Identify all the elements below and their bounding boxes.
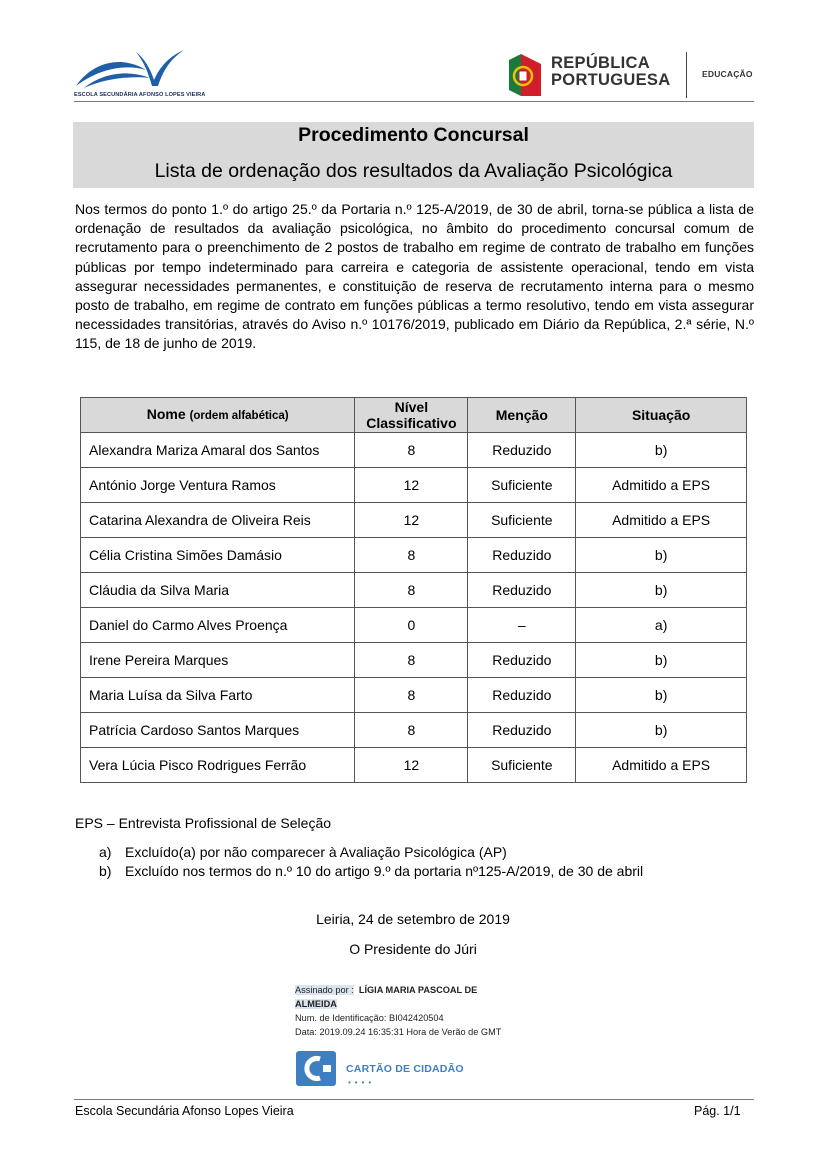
cell-level: 8 [355, 643, 468, 678]
cell-situation: b) [576, 573, 747, 608]
signer-name-part1: LÍGIA MARIA PASCOAL DE [358, 985, 478, 995]
cell-name: António Jorge Ventura Ramos [81, 468, 355, 503]
table-row [81, 748, 747, 783]
cell-situation: Admitido a EPS [576, 503, 747, 538]
cell-situation: a) [576, 608, 747, 643]
page-subtitle: Lista de ordenação dos resultados da Avaliação Psicológica [154, 160, 673, 182]
footer-divider [74, 1099, 754, 1100]
header-level-line2: Classificativo [366, 415, 457, 431]
ministry-label: EDUCAÇÃO [702, 69, 753, 79]
table-row [81, 713, 747, 748]
header-level-line1: Nível [394, 399, 429, 415]
cell-name: Célia Cristina Simões Damásio [81, 538, 355, 573]
table-row [81, 608, 747, 643]
cell-level: 8 [355, 538, 468, 573]
cell-mention: – [468, 608, 576, 643]
republic-flag-icon [507, 50, 543, 98]
place-date: Leiria, 24 de setembro de 2019 [316, 911, 510, 927]
cell-mention: Reduzido [468, 433, 576, 468]
eps-definition: EPS – Entrevista Profissional de Seleção [75, 815, 332, 831]
cell-name: Irene Pereira Marques [81, 643, 355, 678]
table-row [81, 433, 747, 468]
table-row [81, 503, 747, 538]
citizen-card-icon [296, 1051, 336, 1086]
cell-situation: b) [576, 433, 747, 468]
signer-line [295, 983, 535, 997]
cell-situation: b) [576, 538, 747, 573]
cell-mention: Suficiente [468, 468, 576, 503]
republic-line2: PORTUGUESA [551, 71, 671, 89]
cell-situation: b) [576, 678, 747, 713]
cell-situation: Admitido a EPS [576, 748, 747, 783]
notes-list [99, 843, 643, 881]
cell-level: 0 [355, 608, 468, 643]
note-letter: a) [99, 844, 112, 860]
cell-level: 12 [355, 748, 468, 783]
note-letter: b) [99, 863, 112, 879]
cell-mention: Reduzido [468, 538, 576, 573]
table-row [81, 573, 747, 608]
cell-situation: Admitido a EPS [576, 468, 747, 503]
cell-name: Cláudia da Silva Maria [81, 573, 355, 608]
header-mention: Menção [468, 398, 576, 433]
header-name [81, 398, 355, 433]
cell-level: 8 [355, 573, 468, 608]
table-row [81, 468, 747, 503]
footer-school: Escola Secundária Afonso Lopes Vieira [75, 1104, 294, 1118]
header-divider [74, 101, 754, 102]
president-label: O Presidente do Júri [349, 941, 477, 957]
cell-name: Vera Lúcia Pisco Rodrigues Ferrão [81, 748, 355, 783]
cell-level: 8 [355, 713, 468, 748]
table-row [81, 643, 747, 678]
header-level [355, 398, 468, 433]
note-text: Excluído(a) por não comparecer à Avaliação Psicológica (AP) [125, 844, 507, 860]
header-name-note: (ordem alfabética) [189, 410, 289, 422]
cell-level: 12 [355, 503, 468, 538]
signer-line2 [295, 997, 535, 1011]
cell-level: 8 [355, 678, 468, 713]
cell-name: Catarina Alexandra de Oliveira Reis [81, 503, 355, 538]
cell-mention: Suficiente [468, 748, 576, 783]
note-item [99, 843, 643, 862]
republic-line1: REPÚBLICA [551, 54, 650, 72]
cell-level: 12 [355, 468, 468, 503]
note-item [99, 862, 643, 881]
school-name: ESCOLA SECUNDÁRIA AFONSO LOPES VIEIRA [74, 92, 206, 98]
note-text: Excluído nos termos do n.º 10 do artigo 9.º da portaria nº125-A/2019, de 30 de abril [125, 863, 644, 879]
cell-mention: Reduzido [468, 573, 576, 608]
intro-paragraph: Nos termos do ponto 1.º do artigo 25.º da Portaria n.º 125-A/2019, de 30 de abril, torna-se pública a lista de ordenação de resultados da avaliação psicológica, no âmbito do procedimento concursal comum de recrutamento para o preenchimento de 2 postos de trabalho em regime de contrato de trabalho em funções públicas por tempo indeterminado para carreira e categoria de assistente operacional, tendo em vista assegurar necessidades permanentes, e constituição de reserva de recrutamento interna para o mesmo posto de trabalho, em regime de contrato em funções públicas a termo resolutivo, tendo em vista assegurar necessidades transitórias, através do Aviso n.º 10176/2019, publicado em Diário da República, 2.ª série, N.º 115, de 18 de junho de 2019. [75, 201, 754, 352]
cell-mention: Suficiente [468, 503, 576, 538]
cell-name: Alexandra Mariza Amaral dos Santos [81, 433, 355, 468]
signed-by-label: Assinado por : [295, 985, 354, 995]
header-name-label: Nome [146, 406, 186, 422]
table-header-row [81, 398, 747, 433]
page-title: Procedimento Concursal [298, 124, 529, 146]
header-situation: Situação [576, 398, 747, 433]
cell-level: 8 [355, 433, 468, 468]
table-row [81, 538, 747, 573]
header-separator [686, 52, 687, 98]
cell-situation: b) [576, 713, 747, 748]
signature-date: Data: 2019.09.24 16:35:31 Hora de Verão de GMT [295, 1027, 502, 1037]
cell-mention: Reduzido [468, 643, 576, 678]
digital-signature [295, 983, 535, 1039]
citizen-card-label: CARTÃO DE CIDADÃO [346, 1063, 464, 1075]
page-number: Pág. 1/1 [694, 1104, 741, 1118]
table-row [81, 678, 747, 713]
cell-situation: b) [576, 643, 747, 678]
cell-name: Daniel do Carmo Alves Proença [81, 608, 355, 643]
republic-name [551, 55, 670, 89]
results-table [80, 397, 747, 783]
cell-name: Maria Luísa da Silva Farto [81, 678, 355, 713]
cell-mention: Reduzido [468, 713, 576, 748]
cell-mention: Reduzido [468, 678, 576, 713]
cell-name: Patrícia Cardoso Santos Marques [81, 713, 355, 748]
signature-id: Num. de Identificação: BI042420504 [295, 1013, 444, 1023]
citizen-card-dots: •••• [348, 1078, 376, 1087]
signer-name-part2: ALMEIDA [295, 999, 337, 1009]
